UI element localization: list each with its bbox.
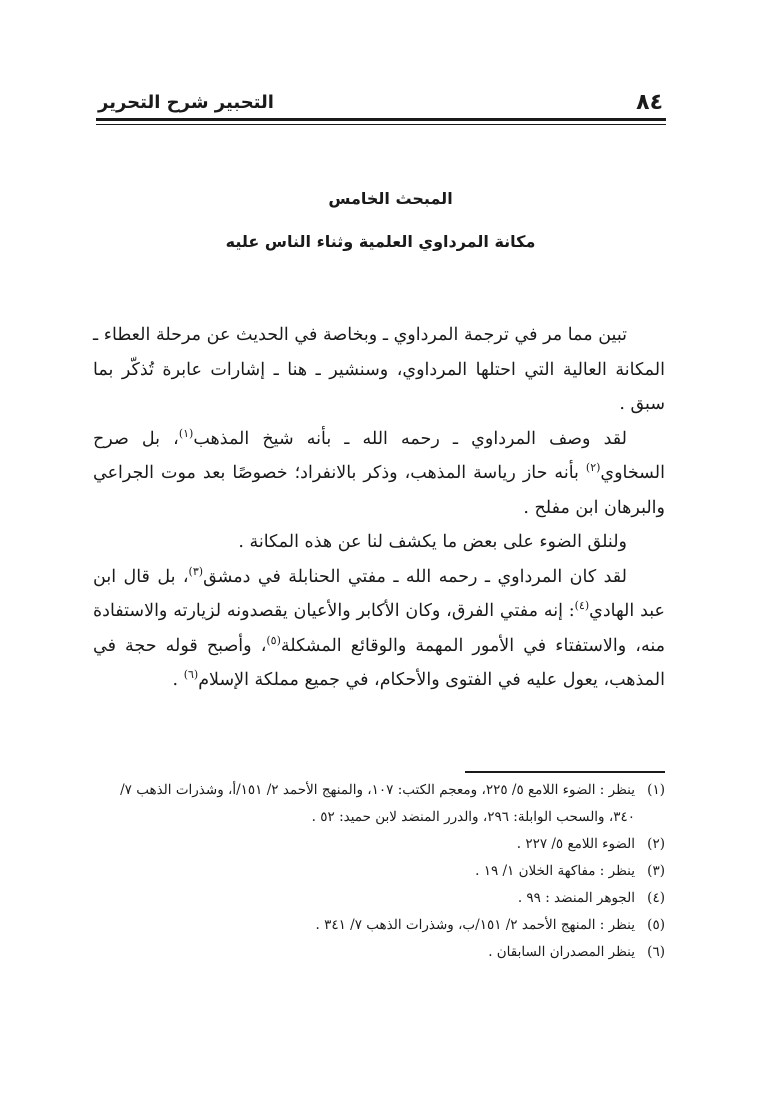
footnote: [90, 912, 665, 939]
paragraph: لقد وصف المرداوي ـ رحمه الله ـ بأنه شيخ المذهب$^{(١)}$، بل صرح السخاوي$^{(٢)}$ بأنه حاز رياسة المذهب، وذكر بالانفراد؛ خصوصًا بعد موت الجراعي والبرهان ابن مفلح .: [93, 426, 665, 518]
footnote-ref[interactable]: (٣): [188, 564, 204, 578]
footnote-ref[interactable]: (٢): [585, 461, 601, 475]
footnote-text: ينظر : المنهج الأحمد ٢/ ١٥١/ب، وشذرات الذهب ٧/ ٣٤١ .: [315, 917, 635, 933]
footnote-ref[interactable]: (١): [178, 426, 194, 440]
footnote-number: (٤): [647, 890, 665, 906]
page-number: ٨٤: [636, 90, 663, 115]
footnote-ref[interactable]: (٦): [183, 668, 199, 682]
section-heading: المبحث الخامس: [328, 189, 453, 208]
footnote-ref[interactable]: (٤): [574, 599, 590, 613]
paragraph: ولنلق الضوء على بعض ما يكشف لنا عن هذه المكانة .: [238, 532, 627, 552]
footnote-number: (٣): [647, 863, 665, 879]
running-header-title: التحبير شرح التحرير: [98, 92, 274, 113]
header-rule-thick: [96, 118, 666, 121]
footnote-text: الضوء اللامع ٥/ ٢٢٧ .: [516, 836, 635, 852]
footnote-text: ينظر المصدران السابقان .: [488, 944, 635, 960]
footnote: [90, 885, 665, 912]
footnote-text: ينظر : الضوء اللامع ٥/ ٢٢٥، ومعجم الكتب: ١٠٧، والمنهج الأحمد ٢/ ١٥١/أ، وشذرات الذهب ٧/ ٣٤٠، والسحب الوابلة: ٢٩٦، والدرر المنضد لابن حميد: ٥٢ .: [120, 782, 635, 825]
footnote-ref[interactable]: (٥): [266, 633, 281, 647]
footnote-number: (٦): [647, 944, 665, 960]
paragraph: لقد كان المرداوي ـ رحمه الله ـ مفتي الحنابلة في دمشق$^{(٣)}$، بل قال ابن عبد الهادي$^{(٤)}$: إنه مفتي الفرق، وكان الأكابر والأعيان يقصدونه لزيارته والاستفادة منه، والاستفتاء في الأمور المهمة والوقائع المشكلة$^{(٥)}$، وأصبح قوله حجة في المذهب، يعول عليه في الفتوى والأحكام، في جميع مملكة الإسلام$^{(٦)}$ .: [93, 564, 665, 690]
paragraph: تبين مما مر في ترجمة المرداوي ـ وبخاصة في الحديث عن مرحلة العطاء ـ المكانة العالية التي احتلها المرداوي، وسنشير ـ هنا ـ إشارات عابرة تُذكّر بما سبق .: [93, 325, 665, 414]
footnote-number: (٥): [647, 917, 665, 933]
footnote: [90, 939, 665, 966]
footnote-text: الجوهر المنضد : ٩٩ .: [517, 890, 635, 906]
footnote: [90, 831, 665, 858]
body-text: [93, 318, 665, 698]
footnote: [90, 858, 665, 885]
footnote: [90, 777, 665, 831]
footnote-text: ينظر : مفاكهة الخلان ١/ ١٩ .: [475, 863, 635, 879]
footnote-number: (١): [647, 782, 665, 798]
section-subtitle: مكانة المرداوي العلمية وثناء الناس عليه: [225, 232, 536, 251]
footnote-number: (٢): [647, 836, 665, 852]
footnotes: [90, 777, 665, 966]
header-rule-thin: [96, 124, 666, 125]
footnote-separator: [465, 771, 665, 773]
